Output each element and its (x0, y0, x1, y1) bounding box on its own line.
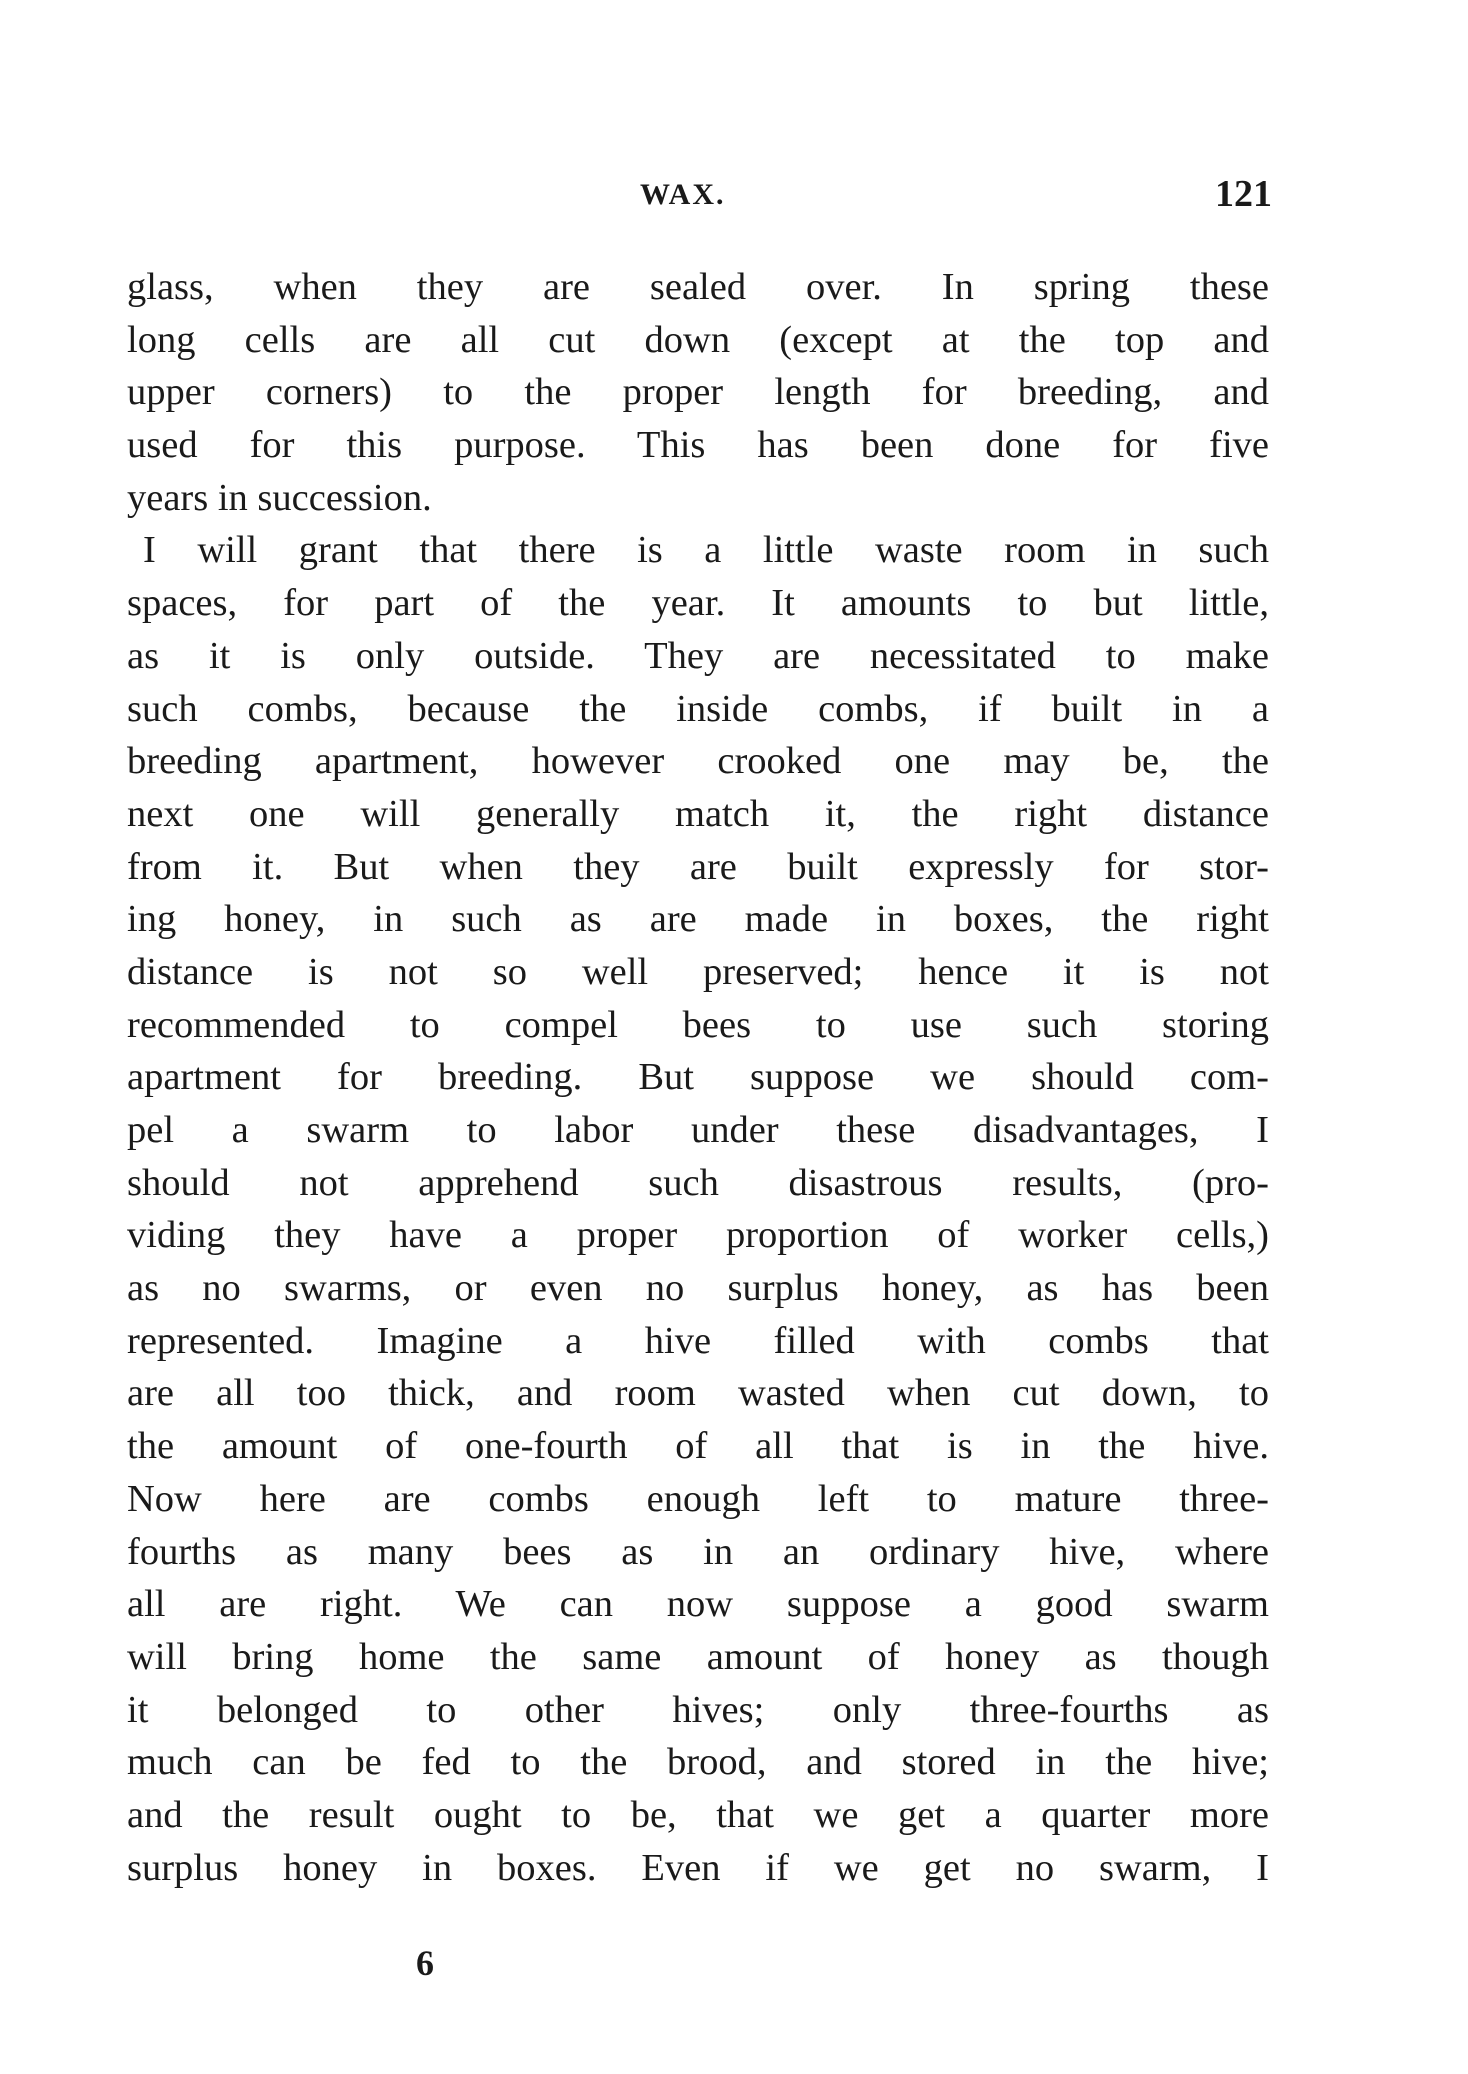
paragraph-2 (127, 524, 1269, 1894)
text-line: as no swarms, or even no surplus honey, as has been (127, 1267, 1269, 1310)
text-line: fourths as many bees as in an ordinary hive, where (127, 1530, 1269, 1573)
text-line: years in succession. (127, 476, 432, 519)
text-line: long cells are all cut down (except at the top and (127, 318, 1269, 361)
text-line: Now here are combs enough left to mature three- (127, 1477, 1269, 1520)
text-line: upper corners) to the proper length for breeding, and (127, 371, 1269, 414)
text-line: spaces, for part of the year. It amounts to but little, (127, 582, 1269, 625)
text-line: surplus honey in boxes. Even if we get no swarm, I (127, 1846, 1269, 1889)
text-line: much can be fed to the brood, and stored in the hive; (127, 1741, 1269, 1784)
text-line: the amount of one-fourth of all that is in the hive. (127, 1425, 1269, 1468)
text-line: as it is only outside. They are necessitated to make (127, 634, 1269, 677)
text-line: distance is not so well preserved; hence it is not (127, 950, 1269, 993)
text-line: and the result ought to be, that we get a quarter more (127, 1793, 1269, 1836)
text-line: from it. But when they are built expressly for stor- (127, 845, 1269, 888)
text-line: breeding apartment, however crooked one may be, the (127, 740, 1269, 783)
body-text (127, 261, 1269, 1894)
running-head-title: WAX. (640, 178, 726, 211)
text-line: viding they have a proper proportion of worker cells,) (127, 1214, 1269, 1257)
text-line: should not apprehend such disastrous results, (pro- (127, 1161, 1269, 1204)
paragraph-1 (127, 261, 1269, 524)
text-line: it belonged to other hives; only three-fourths as (127, 1688, 1269, 1731)
text-line: ing honey, in such as are made in boxes, the right (127, 898, 1269, 941)
text-line: will bring home the same amount of honey as though (127, 1635, 1269, 1678)
text-line: all are right. We can now suppose a good swarm (127, 1583, 1269, 1626)
running-head (0, 173, 1468, 222)
text-line: glass, when they are sealed over. In spring these (127, 266, 1269, 308)
page-number: 121 (1215, 173, 1272, 215)
text-line: represented. Imagine a hive filled with combs that (127, 1319, 1269, 1362)
text-line: recommended to compel bees to use such storing (127, 1003, 1269, 1046)
text-line: such combs, because the inside combs, if built in a (127, 687, 1269, 730)
text-line: are all too thick, and room wasted when cut down, to (127, 1372, 1269, 1415)
text-line: I will grant that there is a little waste room in such (143, 529, 1269, 572)
text-line: pel a swarm to labor under these disadvantages, I (127, 1109, 1269, 1151)
text-line: next one will generally match it, the right distance (127, 792, 1269, 835)
text-line: used for this purpose. This has been done for five (127, 424, 1269, 467)
text-line: apartment for breeding. But suppose we should com- (127, 1056, 1269, 1099)
signature-mark: 6 (416, 1943, 434, 1983)
